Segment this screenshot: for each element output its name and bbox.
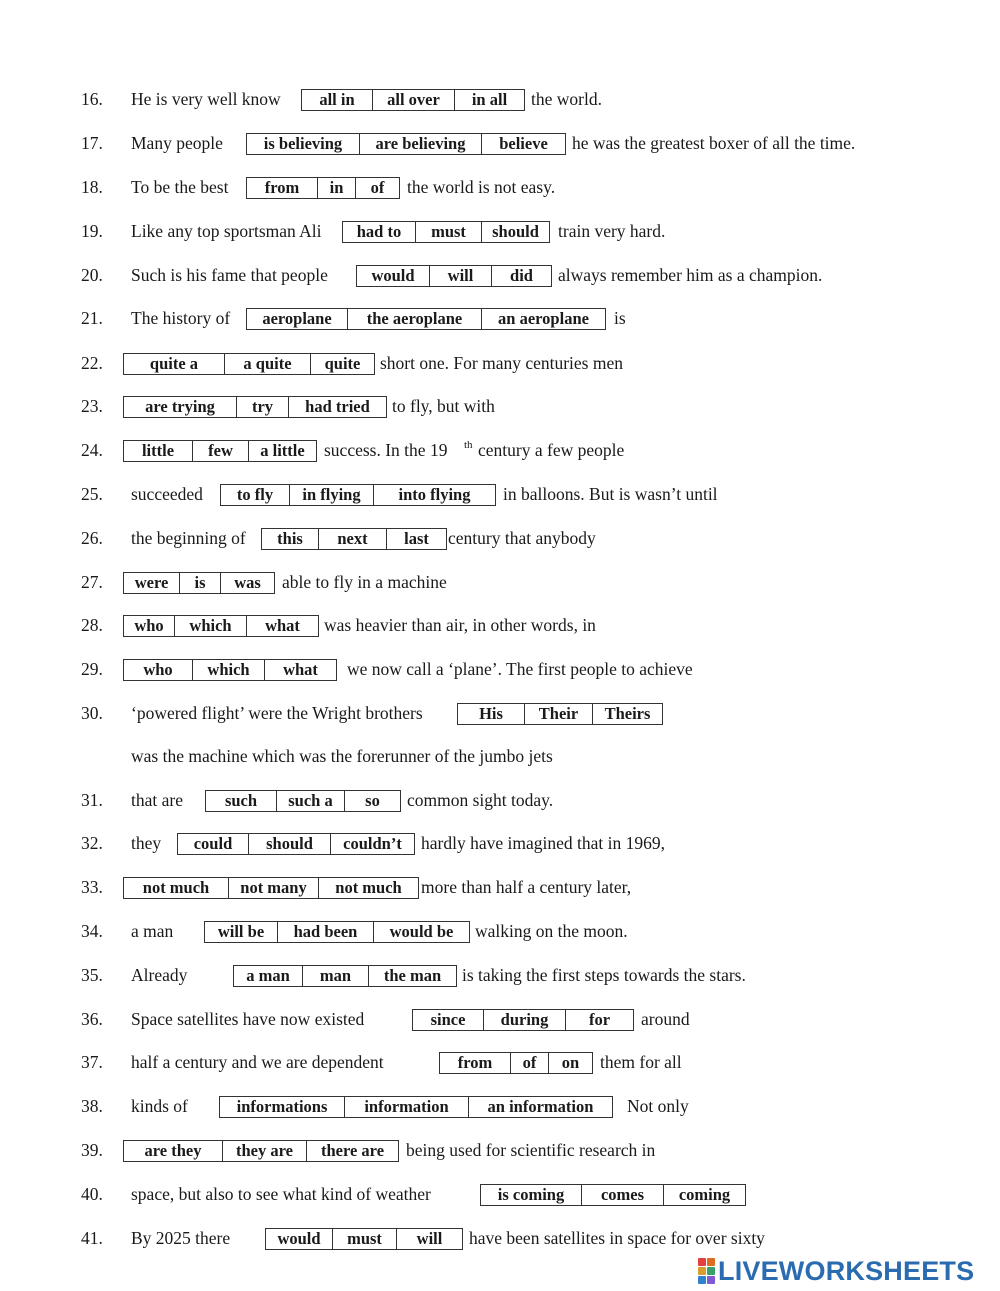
question-text: was heavier than air, in other words, in [324,615,596,635]
question-line [0,654,1000,684]
question-text: century that anybody [448,528,596,548]
question-line [0,610,1000,640]
question-line [0,567,1000,597]
answer-dropdown[interactable] [246,177,400,199]
answer-dropdown[interactable] [123,659,337,681]
question-number: 32. [81,833,103,853]
question-number: 16. [81,89,103,109]
answer-option[interactable]: from [457,1053,493,1072]
question-number: 35. [81,965,103,985]
question-line [0,1004,1000,1034]
question-line [0,1135,1000,1165]
question-text: half a century and we are dependent [131,1052,384,1072]
answer-dropdown[interactable] [261,528,447,550]
answer-option[interactable]: little [141,441,175,460]
answer-dropdown[interactable] [265,1228,463,1250]
answer-option[interactable]: an aeroplane [481,309,605,329]
question-text: Such is his fame that people [131,265,328,285]
answer-option[interactable]: who [143,660,173,679]
answer-option[interactable]: for [565,1010,633,1030]
question-text: Not only [627,1096,689,1116]
answer-option[interactable]: not much [318,878,418,898]
answer-option[interactable]: what [246,616,318,636]
question-number: 22. [81,353,103,373]
question-text: Many people [131,133,223,153]
question-line [0,479,1000,509]
answer-option[interactable]: will be [217,922,265,941]
answer-option[interactable]: since [430,1010,466,1029]
answer-option[interactable]: what [264,660,336,680]
answer-option[interactable]: which [174,616,246,636]
question-number: 21. [81,308,103,328]
question-line [0,1179,1000,1209]
question-text: kinds of [131,1096,188,1116]
question-line [0,1091,1000,1121]
answer-option[interactable]: all over [372,90,454,110]
question-line [0,523,1000,553]
answer-dropdown[interactable] [123,877,419,899]
question-number: 40. [81,1184,103,1204]
answer-option[interactable]: a quite [224,354,310,374]
question-number: 33. [81,877,103,897]
answer-option[interactable]: are they [144,1141,202,1160]
logo-square-icon [707,1276,715,1284]
question-text: Already [131,965,188,985]
question-text: he was the greatest boxer of all the time. [572,133,856,153]
answer-option[interactable]: who [134,616,164,635]
question-text: being used for scientific research in [406,1140,656,1160]
question-text: short one. For many centuries men [380,353,624,373]
question-text: century a few people [478,440,625,460]
answer-option[interactable]: must [332,1229,396,1249]
question-line [0,872,1000,902]
answer-dropdown[interactable] [246,133,566,155]
question-number: 20. [81,265,103,285]
answer-dropdown[interactable] [439,1052,593,1074]
question-number: 39. [81,1140,103,1160]
question-line [0,391,1000,421]
question-line [0,435,1000,465]
answer-option[interactable]: would [371,266,415,285]
answer-option[interactable]: Their [524,704,592,724]
answer-dropdown[interactable] [356,265,552,287]
answer-option[interactable]: so [344,791,400,811]
answer-option[interactable]: would [277,1229,321,1248]
answer-option[interactable]: last [386,529,446,549]
answer-option[interactable]: in all [454,90,524,110]
answer-dropdown[interactable] [412,1009,634,1031]
question-line [0,916,1000,946]
answer-option[interactable]: all in [319,90,355,109]
answer-option[interactable]: believe [481,134,565,154]
answer-dropdown[interactable] [233,965,457,987]
logo-square-icon [707,1267,715,1275]
question-text: they [131,833,162,853]
question-text: Space satellites have now existed [131,1009,365,1029]
answer-option[interactable]: had tried [288,397,386,417]
answer-option[interactable]: in flying [289,485,373,505]
answer-option[interactable]: comes [581,1185,663,1205]
question-text: walking on the moon. [475,921,628,941]
answer-dropdown[interactable] [123,353,375,375]
question-text: have been satellites in space for over sixty [469,1228,765,1248]
question-text: able to fly in a machine [282,572,447,592]
question-line [0,960,1000,990]
answer-option[interactable]: an information [468,1097,612,1117]
answer-option[interactable]: the aeroplane [347,309,481,329]
answer-option[interactable]: next [318,529,386,549]
answer-option[interactable]: quite a [149,354,199,373]
answer-dropdown[interactable] [123,440,317,462]
question-line [0,741,1000,771]
question-number: 41. [81,1228,103,1248]
answer-option[interactable]: during [483,1010,565,1030]
answer-option[interactable]: from [264,178,300,197]
question-number: 25. [81,484,103,504]
question-text: we now call a ‘plane’. The first people to achieve [347,659,693,679]
answer-option[interactable]: which [192,660,264,680]
question-text: was the machine which was the forerunner of the jumbo jets [131,746,553,766]
question-line [0,128,1000,158]
question-text: He is very well know [131,89,281,109]
question-number: 27. [81,572,103,592]
answer-option[interactable]: in [317,178,355,198]
answer-option[interactable]: such [224,791,258,810]
answer-dropdown[interactable] [457,703,663,725]
question-number: 19. [81,221,103,241]
question-number: 23. [81,396,103,416]
answer-option[interactable]: to fly [236,485,274,504]
answer-option[interactable]: couldn’t [330,834,414,854]
answer-option[interactable]: of [510,1053,548,1073]
question-text: the world is not easy. [407,177,556,197]
question-text: is taking the first steps towards the stars. [462,965,746,985]
question-number: 28. [81,615,103,635]
question-text: in balloons. But is wasn’t until [503,484,718,504]
answer-option[interactable]: had been [277,922,373,942]
answer-option[interactable]: coming [663,1185,745,1205]
logo-square-icon [698,1276,706,1284]
answer-option[interactable]: this [277,529,303,548]
question-text: more than half a century later, [421,877,632,897]
question-text: hardly have imagined that in 1969, [421,833,665,853]
answer-option[interactable]: did [491,266,551,286]
question-text: ‘powered flight’ were the Wright brothers [131,703,423,723]
answer-option[interactable]: His [479,704,503,723]
answer-option[interactable]: a little [248,441,316,461]
answer-option[interactable]: quite [310,354,374,374]
question-line [0,1223,1000,1253]
question-text: space, but also to see what kind of weather [131,1184,431,1204]
answer-option[interactable]: there are [306,1141,398,1161]
answer-dropdown[interactable] [480,1184,746,1206]
question-line [0,84,1000,114]
question-text: to fly, but with [392,396,495,416]
answer-option[interactable]: were [134,573,169,592]
question-text: that are [131,790,183,810]
answer-option[interactable]: had to [356,222,402,241]
logo-square-icon [707,1258,715,1266]
answer-dropdown[interactable] [219,1096,613,1118]
question-number: 31. [81,790,103,810]
answer-option[interactable]: informations [236,1097,328,1116]
question-line [0,785,1000,815]
answer-option[interactable]: man [302,966,368,986]
answer-option[interactable]: will [429,266,491,286]
question-number: 18. [81,177,103,197]
question-number: 38. [81,1096,103,1116]
question-number: 37. [81,1052,103,1072]
question-number: 24. [81,440,103,460]
question-text: success. In the 19 [324,440,448,460]
answer-dropdown[interactable] [177,833,415,855]
answer-dropdown[interactable] [205,790,401,812]
answer-option[interactable]: are believing [359,134,481,154]
answer-option[interactable]: of [355,178,399,198]
answer-option[interactable]: is coming [497,1185,565,1204]
question-line [0,172,1000,202]
answer-dropdown[interactable] [123,572,275,594]
question-number: 26. [81,528,103,548]
question-line [0,303,1000,333]
answer-option[interactable]: few [192,441,248,461]
answer-option[interactable]: Theirs [592,704,662,724]
answer-option[interactable]: is [179,573,220,593]
answer-option[interactable]: could [193,834,233,853]
question-line [0,216,1000,246]
question-text: By 2025 there [131,1228,231,1248]
answer-option[interactable]: should [248,834,330,854]
answer-dropdown[interactable] [342,221,550,243]
answer-dropdown[interactable] [123,615,319,637]
answer-option[interactable]: such a [276,791,344,811]
question-text: To be the best [131,177,229,197]
answer-option[interactable]: must [415,222,481,242]
question-text: the beginning of [131,528,246,548]
answer-dropdown[interactable] [301,89,525,111]
answer-option[interactable]: was [220,573,274,593]
question-line [0,1047,1000,1077]
question-text: The history of [131,308,231,328]
question-text: around [641,1009,690,1029]
question-text: them for all [600,1052,682,1072]
question-text: Like any top sportsman Ali [131,221,322,241]
answer-option[interactable]: on [548,1053,592,1073]
answer-dropdown[interactable] [246,308,606,330]
answer-option[interactable]: information [344,1097,468,1117]
answer-option[interactable]: a man [246,966,290,985]
answer-option[interactable]: should [481,222,549,242]
answer-option[interactable]: the man [368,966,456,986]
answer-dropdown[interactable] [123,1140,399,1162]
question-number: 30. [81,703,103,723]
answer-option[interactable]: would be [373,922,469,942]
question-text: a man [131,921,174,941]
logo-text: LIVEWORKSHEETS [718,1255,975,1286]
answer-option[interactable]: are trying [145,397,215,416]
question-text: succeeded [131,484,203,504]
question-text: train very hard. [558,221,666,241]
question-text: common sight today. [407,790,554,810]
answer-option[interactable]: into flying [373,485,495,505]
question-line [0,348,1000,378]
question-text: always remember him as a champion. [558,265,823,285]
question-line [0,698,1000,728]
question-number: 36. [81,1009,103,1029]
answer-option[interactable]: not many [228,878,318,898]
question-text: is [614,308,626,328]
logo-square-icon [698,1267,706,1275]
logo-square-icon [698,1258,706,1266]
question-number: 17. [81,133,103,153]
answer-dropdown[interactable] [220,484,496,506]
answer-option[interactable]: try [236,397,288,417]
question-text: the world. [531,89,602,109]
question-number: 34. [81,921,103,941]
answer-option[interactable]: they are [222,1141,306,1161]
question-number: 29. [81,659,103,679]
answer-option[interactable]: will [396,1229,462,1249]
answer-option[interactable]: aeroplane [262,309,332,328]
answer-option[interactable]: not much [142,878,210,897]
question-line [0,828,1000,858]
question-line [0,260,1000,290]
answer-option[interactable]: is believing [263,134,343,153]
answer-dropdown[interactable] [204,921,470,943]
superscript: th [464,439,473,451]
logo-mark-icon [698,1258,715,1284]
liveworksheets-logo [698,1256,974,1286]
answer-dropdown[interactable] [123,396,387,418]
